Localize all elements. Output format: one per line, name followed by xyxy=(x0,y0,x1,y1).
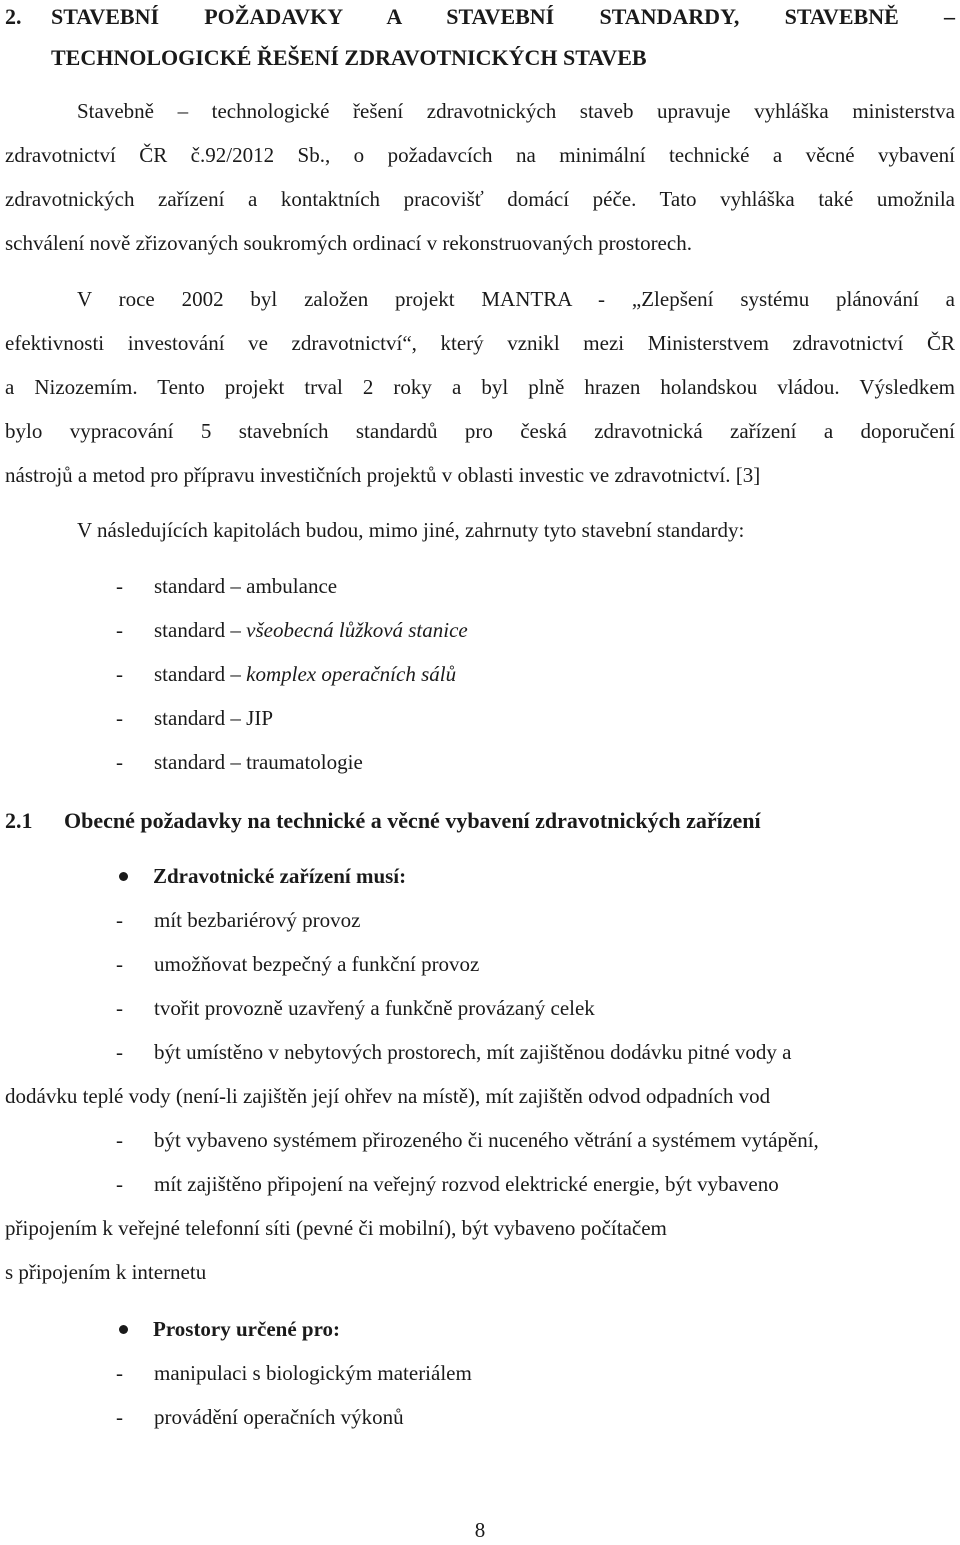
facility-continuation: připojením k veřejné telefonní síti (pevné či mobilní), být vybaveno počítačem xyxy=(5,1216,667,1240)
facility-continuation: dodávku teplé vody (není-li zajištěn její ohřev na místě), mít zajištěn odvod odpadních vod xyxy=(5,1084,771,1108)
standard-item: - standard – ambulance xyxy=(116,574,338,598)
facility-item: - umožňovat bezpečný a funkční provoz xyxy=(116,952,480,976)
facility-item: - tvořit provozně uzavřený a funkčně provázaný celek xyxy=(116,996,595,1020)
chapter-title-line-2: TECHNOLOGICKÉ ŘEŠENÍ ZDRAVOTNICKÝCH STAVEB xyxy=(51,45,647,70)
bullet-icon xyxy=(119,872,128,881)
para2-line-4: bylo vypracování 5 stavebních standardů pro česká zdravotnická zařízení a doporučení xyxy=(5,419,955,443)
spaces-item: - provádění operačních výkonů xyxy=(116,1405,404,1429)
page-number: 8 xyxy=(474,1518,486,1542)
para2-line-5: nástrojů a metod pro přípravu investičních projektů v oblasti investic ve zdravotnictví. [3] xyxy=(5,463,761,487)
standard-item: - standard – všeobecná lůžková stanice xyxy=(116,618,468,642)
section-title: Obecné požadavky na technické a věcné vybavení zdravotnických zařízení xyxy=(64,808,761,833)
spaces-item: - manipulaci s biologickým materiálem xyxy=(116,1361,472,1385)
facility-continuation: s připojením k internetu xyxy=(5,1260,207,1284)
section-number: 2.1 xyxy=(5,808,33,833)
para2-line-3: a Nizozemím. Tento projekt trval 2 roky a byl plně hrazen holandskou vládou. Výsledkem xyxy=(5,375,955,399)
facility-title: Zdravotnické zařízení musí: xyxy=(153,864,407,888)
facility-item: - být umístěno v nebytových prostorech, mít zajištěnou dodávku pitné vody a xyxy=(116,1040,792,1064)
bullet-icon xyxy=(119,1325,128,1334)
facility-item: - mít zajištěno připojení na veřejný rozvod elektrické energie, být vybaveno xyxy=(116,1172,779,1196)
chapter-number: 2. xyxy=(5,4,22,29)
para2-line-2: efektivnosti investování ve zdravotnictví“, který vznikl mezi Ministerstvem zdravotnictví ČR xyxy=(5,331,955,355)
spaces-title: Prostory určené pro: xyxy=(153,1317,341,1341)
facility-item: - mít bezbariérový provoz xyxy=(116,908,361,932)
para1-line-1: Stavebně – technologické řešení zdravotnických staveb upravuje vyhláška ministerstva xyxy=(77,99,955,123)
para1-line-4: schválení nově zřizovaných soukromých ordinací v rekonstruovaných prostorech. xyxy=(5,231,692,255)
para3: V následujících kapitolách budou, mimo jiné, zahrnuty tyto stavební standardy: xyxy=(77,518,745,542)
para1-line-3: zdravotnických zařízení a kontaktních pracovišť domácí péče. Tato vyhláška také umožnila xyxy=(5,187,955,211)
standard-item: - standard – JIP xyxy=(116,706,274,730)
para2-line-1: V roce 2002 byl založen projekt MANTRA - „Zlepšení systému plánování a xyxy=(77,287,955,311)
standard-item: - standard – traumatologie xyxy=(116,750,363,774)
chapter-title-line-1: STAVEBNÍ POŽADAVKY A STAVEBNÍ STANDARDY, STAVEBNĚ – xyxy=(51,4,955,29)
facility-item: - být vybaveno systémem přirozeného či nuceného větrání a systémem vytápění, xyxy=(116,1128,819,1152)
para1-line-2: zdravotnictví ČR č.92/2012 Sb., o požadavcích na minimální technické a věcné vybavení xyxy=(5,143,955,167)
standard-item: - standard – komplex operačních sálů xyxy=(116,662,457,686)
